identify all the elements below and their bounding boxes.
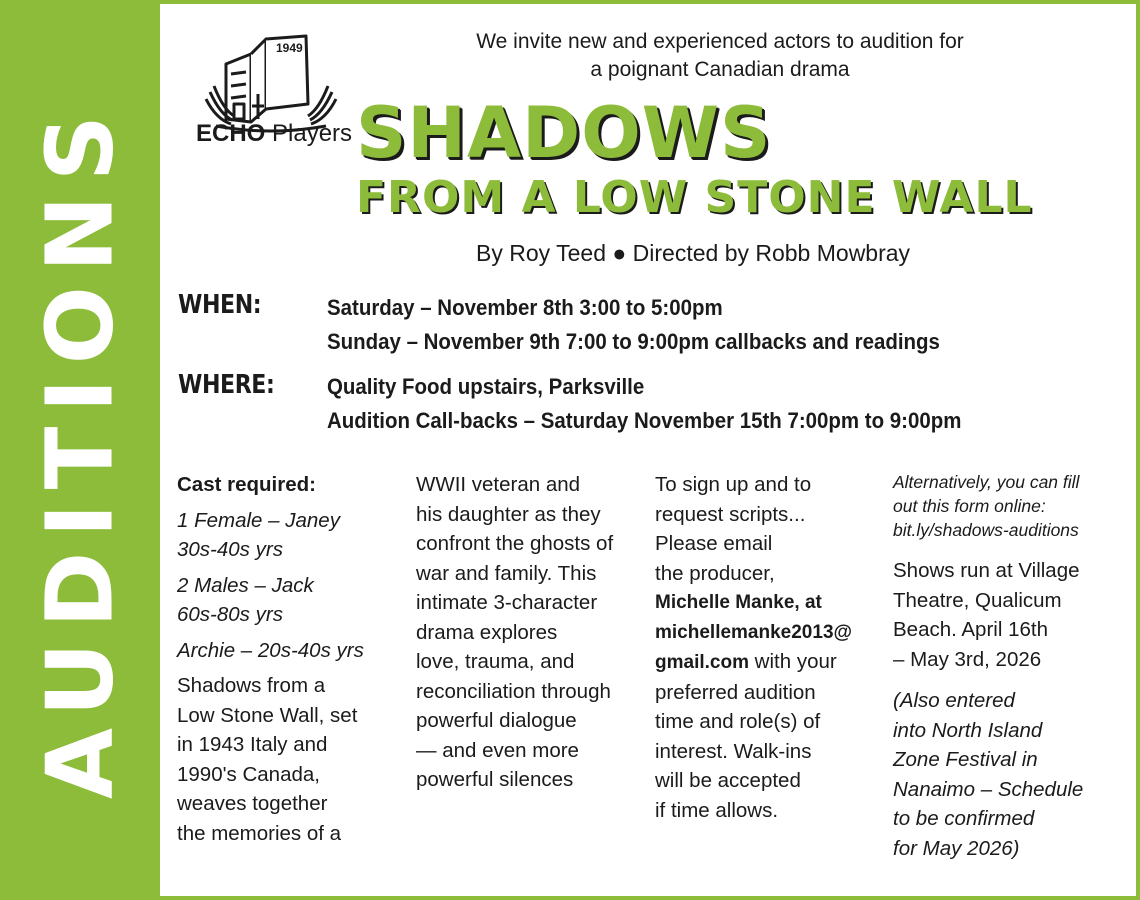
signup-line: the producer, — [655, 561, 775, 585]
shows-line: Shows run at Village — [893, 559, 1080, 582]
signup-line: interest. Walk-ins — [655, 739, 812, 763]
desc-line: in 1943 Italy and — [177, 733, 328, 756]
desc-line: Shadows from a — [177, 674, 326, 697]
festival-line: (Also entered — [893, 689, 1015, 712]
cast-role-3: Archie – 20s-40s yrs — [177, 638, 364, 662]
where-line-1: Quality Food upstairs, Parksville — [327, 374, 645, 399]
online-form-line: Alternatively, you can fill — [893, 472, 1080, 492]
signup-line: time and role(s) of — [655, 710, 821, 733]
play-title: SHADOWS — [356, 92, 772, 174]
signup-line: preferred audition — [655, 680, 816, 704]
sidebar-title: AUDITIONS — [26, 100, 134, 800]
cast-role-1b: 30s-40s yrs — [177, 538, 283, 561]
logo-wordmark-bold: ECHO — [196, 120, 266, 147]
where-line-2: Audition Call-backs – Saturday November 15th 7:00pm to 9:00pm — [327, 408, 962, 433]
shows-line: – May 3rd, 2026 — [893, 647, 1042, 671]
signup-line: request scripts... — [655, 502, 806, 526]
cast-role-2a: 2 Males – Jack — [177, 573, 314, 597]
intro-line-1: We invite new and experienced actors to audition for — [476, 30, 964, 53]
cast-role-2b: 60s-80s yrs — [177, 603, 283, 626]
festival-line: into North Island — [893, 718, 1043, 742]
when-line-2: Sunday – November 9th 7:00 to 9:00pm callbacks and readings — [327, 329, 940, 354]
shows-line: Theatre, Qualicum — [893, 588, 1062, 612]
synopsis-line: drama explores — [416, 620, 558, 644]
producer-email-part-2[interactable]: gmail.com — [655, 652, 749, 673]
online-form-note — [893, 470, 1133, 542]
producer-email-part-1[interactable]: michellemanke2013@ — [655, 621, 853, 643]
synopsis-line: war and family. This — [416, 561, 597, 585]
cast-heading: Cast required: — [177, 473, 316, 496]
signup-column — [655, 470, 885, 825]
synopsis-line: confront the ghosts of — [416, 532, 614, 555]
online-form-line: out this form online: — [893, 496, 1046, 516]
auditions-sidebar — [0, 0, 160, 900]
desc-line: the memories of a — [177, 821, 342, 845]
synopsis-line: love, trauma, and — [416, 650, 575, 673]
byline: By Roy Teed ● Directed by Robb Mowbray — [476, 240, 911, 266]
svg-text:1949: 1949 — [276, 41, 303, 55]
logo-wordmark-rest: Players — [265, 120, 353, 147]
festival-line: for May 2026) — [893, 836, 1020, 860]
desc-line: weaves together — [177, 792, 328, 815]
where-label: WHERE: — [178, 370, 275, 400]
intro-line-2: a poignant Canadian drama — [590, 58, 850, 81]
festival-note — [893, 686, 1133, 863]
intro-text — [400, 28, 1040, 84]
when-line-1: Saturday – November 8th 3:00 to 5:00pm — [327, 295, 723, 320]
synopsis-line: WWII veteran and — [416, 473, 581, 496]
shows-info — [893, 556, 1133, 674]
when-label: WHEN: — [178, 290, 262, 320]
signup-line: To sign up and to — [655, 473, 812, 496]
producer-name: Michelle Manke, at — [655, 592, 822, 613]
shows-line: Beach. April 16th — [893, 618, 1048, 641]
online-form-link[interactable]: bit.ly/shadows-auditions — [893, 520, 1079, 540]
cast-column — [177, 470, 412, 848]
synopsis-line: intimate 3-character — [416, 591, 598, 614]
info-column — [893, 470, 1133, 863]
synopsis-column — [416, 470, 651, 795]
synopsis-line: powerful silences — [416, 768, 574, 791]
signup-line: if time allows. — [655, 798, 779, 822]
synopsis-line: reconciliation through — [416, 679, 611, 703]
signup-line: will be accepted — [655, 769, 801, 792]
synopsis-line: — and even more — [416, 738, 579, 762]
desc-line: 1990's Canada, — [177, 762, 320, 786]
festival-line: Nanaimo – Schedule — [893, 777, 1084, 801]
synopsis-line: powerful dialogue — [416, 709, 577, 732]
signup-line: with your — [748, 650, 837, 673]
desc-line: Low Stone Wall, set — [177, 703, 358, 727]
logo-wordmark — [196, 120, 352, 148]
cast-role-1a: 1 Female – Janey — [177, 508, 340, 532]
festival-line: Zone Festival in — [893, 748, 1038, 771]
festival-line: to be confirmed — [893, 807, 1035, 830]
play-subtitle: FROM A LOW STONE WALL — [356, 172, 1033, 223]
signup-line: Please email — [655, 532, 773, 555]
synopsis-line: his daughter as they — [416, 502, 601, 526]
